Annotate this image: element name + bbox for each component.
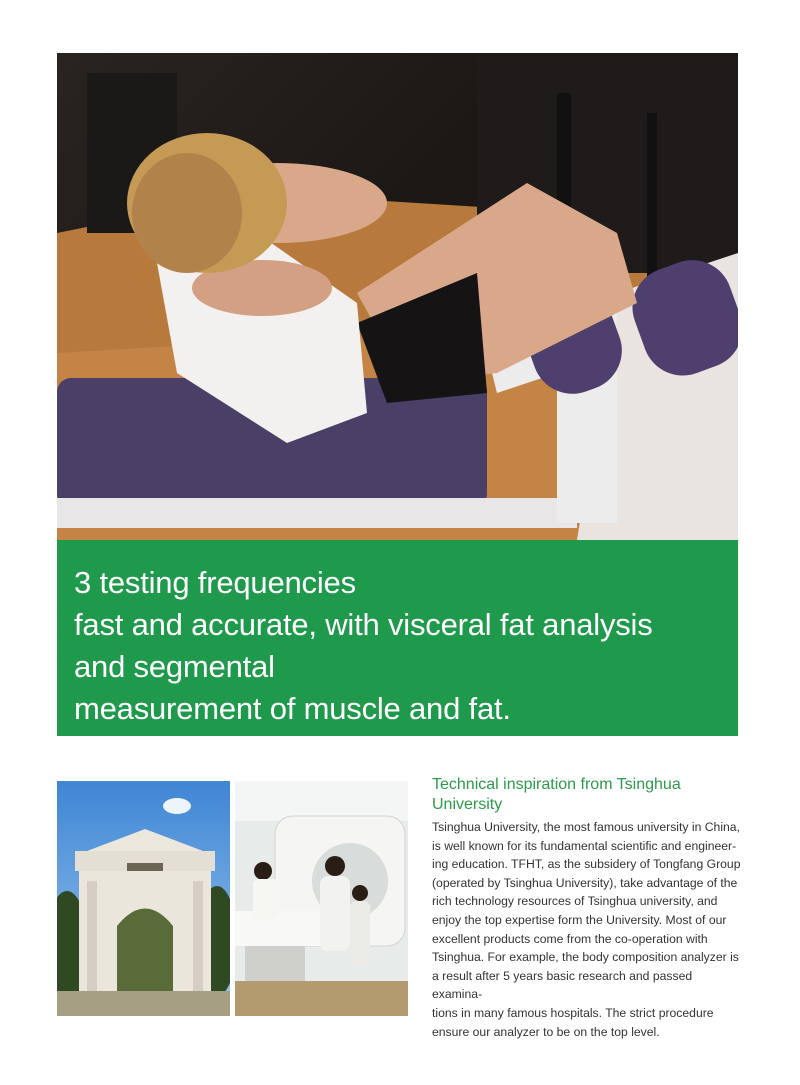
body-line: enjoy the top expertise form the University. Most of our bbox=[432, 912, 727, 927]
body-line: Tsinghua. For example, the body composition analyzer is bbox=[432, 950, 739, 965]
body-line: Tsinghua University, the most famous university in China, bbox=[432, 820, 740, 834]
headline-line: measurement of muscle and fat. bbox=[74, 691, 511, 726]
section-title bbox=[432, 775, 742, 815]
headline-line: 3 testing frequencies bbox=[74, 565, 356, 600]
body-line: rich technology resources of Tsinghua university, and bbox=[432, 894, 718, 909]
situp-illustration bbox=[57, 53, 738, 540]
headline-banner bbox=[57, 540, 738, 736]
body-line: is well known for its fundamental scientific and engineer- bbox=[432, 838, 737, 853]
hero-photo bbox=[57, 53, 738, 540]
section-title-line: University bbox=[432, 796, 503, 813]
headline-line: fast and accurate, with visceral fat analysis bbox=[74, 607, 653, 642]
lab-scanner-photo bbox=[235, 781, 408, 1016]
body-line: a result after 5 years basic research and passed examina- bbox=[432, 968, 693, 1002]
university-gate-photo bbox=[57, 781, 230, 1016]
section-body bbox=[432, 818, 742, 1041]
body-line: excellent products come from the co-operation with bbox=[432, 931, 708, 946]
section-title-line: Technical inspiration from Tsinghua bbox=[432, 776, 681, 793]
gate-illustration bbox=[57, 781, 230, 1016]
body-line: tions in many famous hospitals. The strict procedure bbox=[432, 1005, 714, 1020]
lab-illustration bbox=[235, 781, 408, 1016]
body-line: (operated by Tsinghua University), take advantage of the bbox=[432, 875, 738, 890]
body-line: ensure our analyzer to be on the top level. bbox=[432, 1024, 660, 1039]
headline-line: and segmental bbox=[74, 649, 275, 684]
body-line: ing education. TFHT, as the subsidery of Tongfang Group bbox=[432, 857, 741, 872]
